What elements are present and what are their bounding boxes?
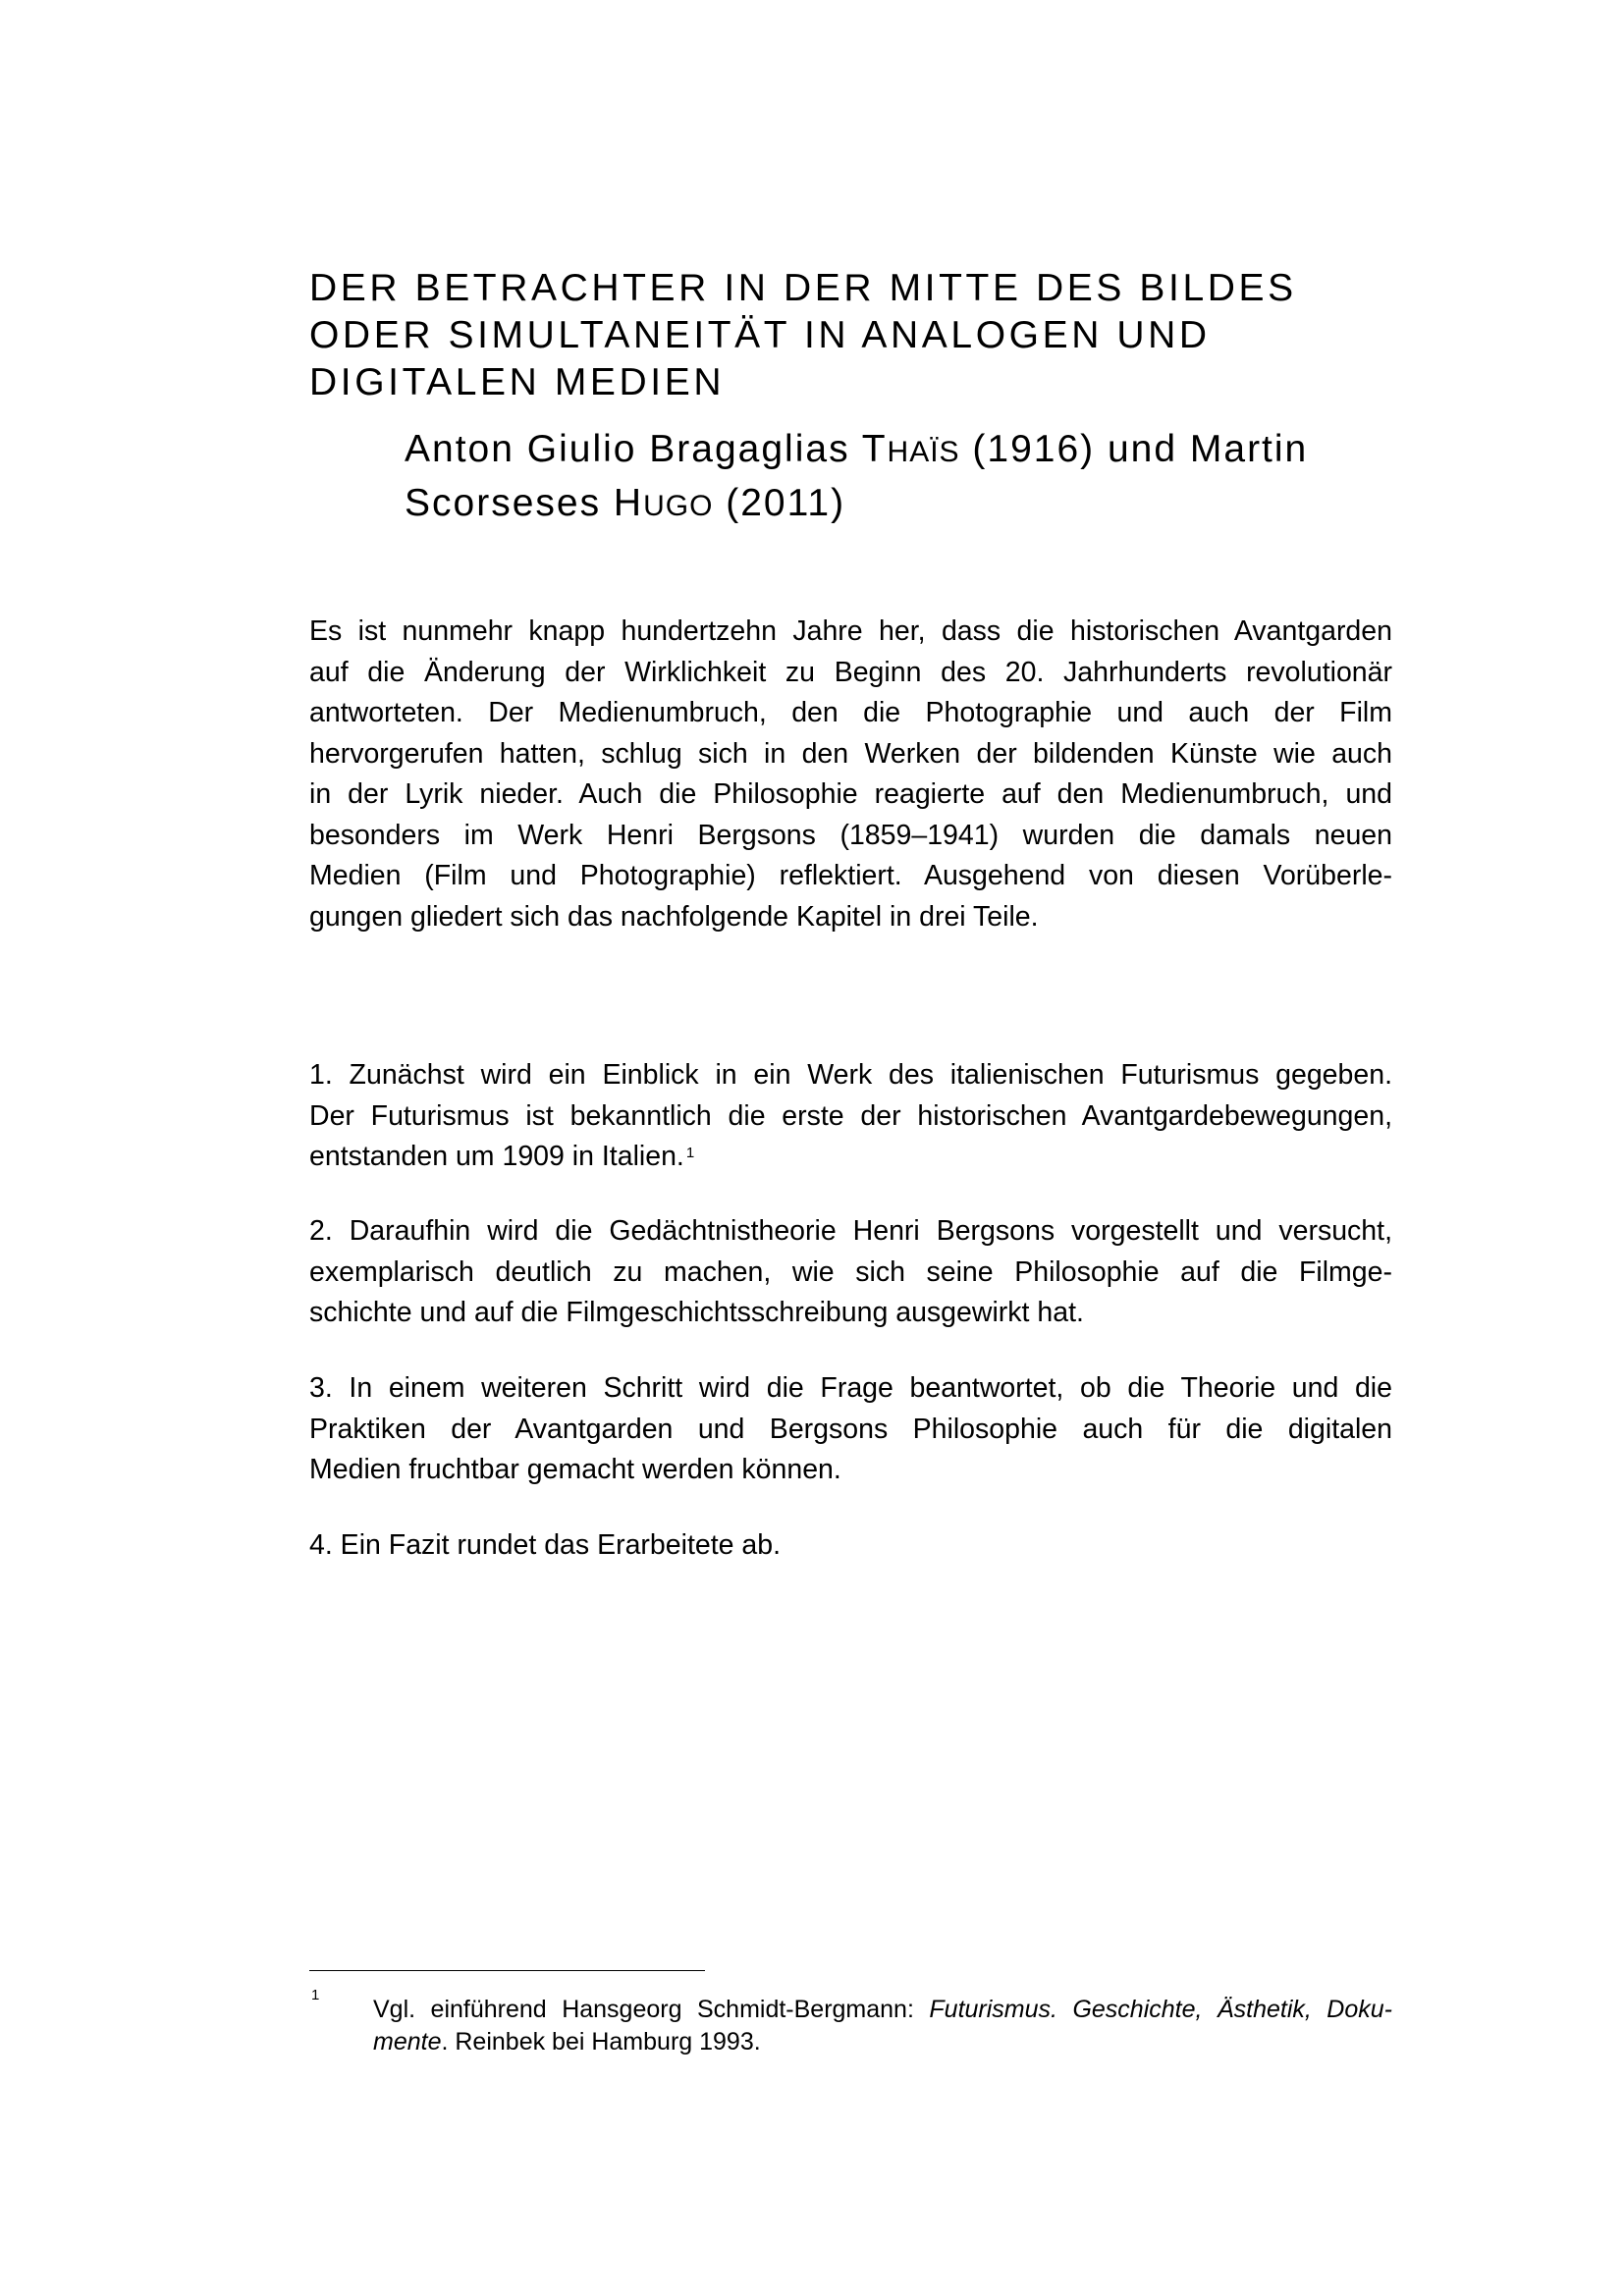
paragraph-line: Es ist nunmehr knapp hundertzehn Jahre her, dass die historischen Avantgarden — [309, 615, 1392, 647]
footnote-plain-text: Vgl. einführend Hansgeorg Schmidt-Bergmann: — [373, 1996, 930, 2023]
paragraph-line: Medien fruchtbar gemacht werden können. — [309, 1454, 841, 1485]
subtitle-text: Scorseses — [405, 482, 614, 524]
footnote-plain-text: . Reinbek bei Hamburg 1993. — [441, 2028, 761, 2056]
chapter-subtitle-line — [405, 478, 1396, 532]
chapter-subtitle-line — [405, 424, 1396, 478]
chapter-subtitle — [405, 424, 1396, 532]
paragraph-line: schichte und auf die Filmgeschichtsschreibung ausgewirkt hat. — [309, 1297, 1084, 1328]
paragraph-line: auf die Änderung der Wirklichkeit zu Beginn des 20. Jahrhunderts revolutionär — [309, 656, 1392, 688]
paragraph-line: 3. In einem weiteren Schritt wird die Frage beantwortet, ob die Theorie und die — [309, 1372, 1392, 1404]
list-item-2 — [309, 1211, 1392, 1334]
footnote-book-title: mente — [373, 2028, 442, 2056]
list-item-4 — [309, 1525, 1392, 1567]
list-item-3 — [309, 1368, 1392, 1491]
intro-paragraph — [309, 612, 1392, 937]
work-title-initial: H — [613, 482, 644, 524]
paragraph-line: Der Futurismus ist bekanntlich die erste der historischen Avantgardebewegungen, — [309, 1099, 1392, 1132]
footnote-number: 1 — [311, 1987, 320, 2003]
footnote-line — [373, 1994, 1392, 2026]
paragraph-line: gungen gliedert sich das nachfolgende Kapitel in drei Teile. — [309, 900, 1039, 933]
paragraph-line: 1. Zunächst wird ein Einblick in ein Werk des italienischen Futurismus gegeben. — [309, 1059, 1392, 1091]
paragraph-line: 4. Ein Fazit rundet das Erarbeitete ab. — [309, 1529, 782, 1561]
chapter-title-line: DER BETRACHTER IN DER MITTE DES BILDES — [309, 267, 1297, 309]
work-title-initial: T — [861, 428, 888, 470]
work-title-smallcaps: HAÏS — [887, 436, 960, 468]
chapter-title-line: ODER SIMULTANEITÄT IN ANALOGEN UND — [309, 314, 1211, 356]
footnote-reference[interactable]: 1 — [685, 1145, 695, 1161]
paragraph-line: in der Lyrik nieder. Auch die Philosophie reagierte auf den Medienumbruch, und — [309, 778, 1392, 810]
paragraph-line: exemplarisch deutlich zu machen, wie sich seine Philosophie auf die Filmge- — [309, 1255, 1392, 1288]
footnote-book-title: Futurismus. Geschichte, Ästhetik, Doku- — [929, 1996, 1392, 2023]
paragraph-line: 2. Daraufhin wird die Gedächtnistheorie Henri Bergsons vorgestellt und versucht, — [309, 1215, 1392, 1247]
paragraph-line-with-footnote — [309, 1137, 1392, 1178]
subtitle-text: Anton Giulio Bragaglias — [405, 428, 862, 470]
paragraph-line: entstanden um 1909 in Italien. — [309, 1141, 684, 1172]
work-title-smallcaps: UGO — [643, 490, 714, 522]
subtitle-text: (1916) und Martin — [959, 428, 1309, 470]
subtitle-text: (2011) — [713, 482, 846, 524]
chapter-title-line: DIGITALEN MEDIEN — [309, 361, 726, 403]
paragraph-line: hervorgerufen hatten, schlug sich in den Werken der bildenden Künste wie auch — [309, 737, 1392, 770]
paragraph-line: Praktiken der Avantgarden und Bergsons Philosophie auch für die digitalen — [309, 1413, 1392, 1445]
footnote-text — [373, 1994, 1392, 2058]
paragraph-line: Medien (Film und Photographie) reflektiert. Ausgehend von diesen Vorüberle- — [309, 860, 1392, 891]
list-item-1 — [309, 1055, 1392, 1178]
chapter-title — [309, 265, 1399, 406]
footnote-separator — [309, 1970, 705, 1971]
paragraph-line: antworteten. Der Medienumbruch, den die Photographie und auch der Film — [309, 697, 1392, 728]
paragraph-line: besonders im Werk Henri Bergsons (1859–1941) wurden die damals neuen — [309, 819, 1392, 851]
footnote-line — [373, 2026, 1392, 2058]
